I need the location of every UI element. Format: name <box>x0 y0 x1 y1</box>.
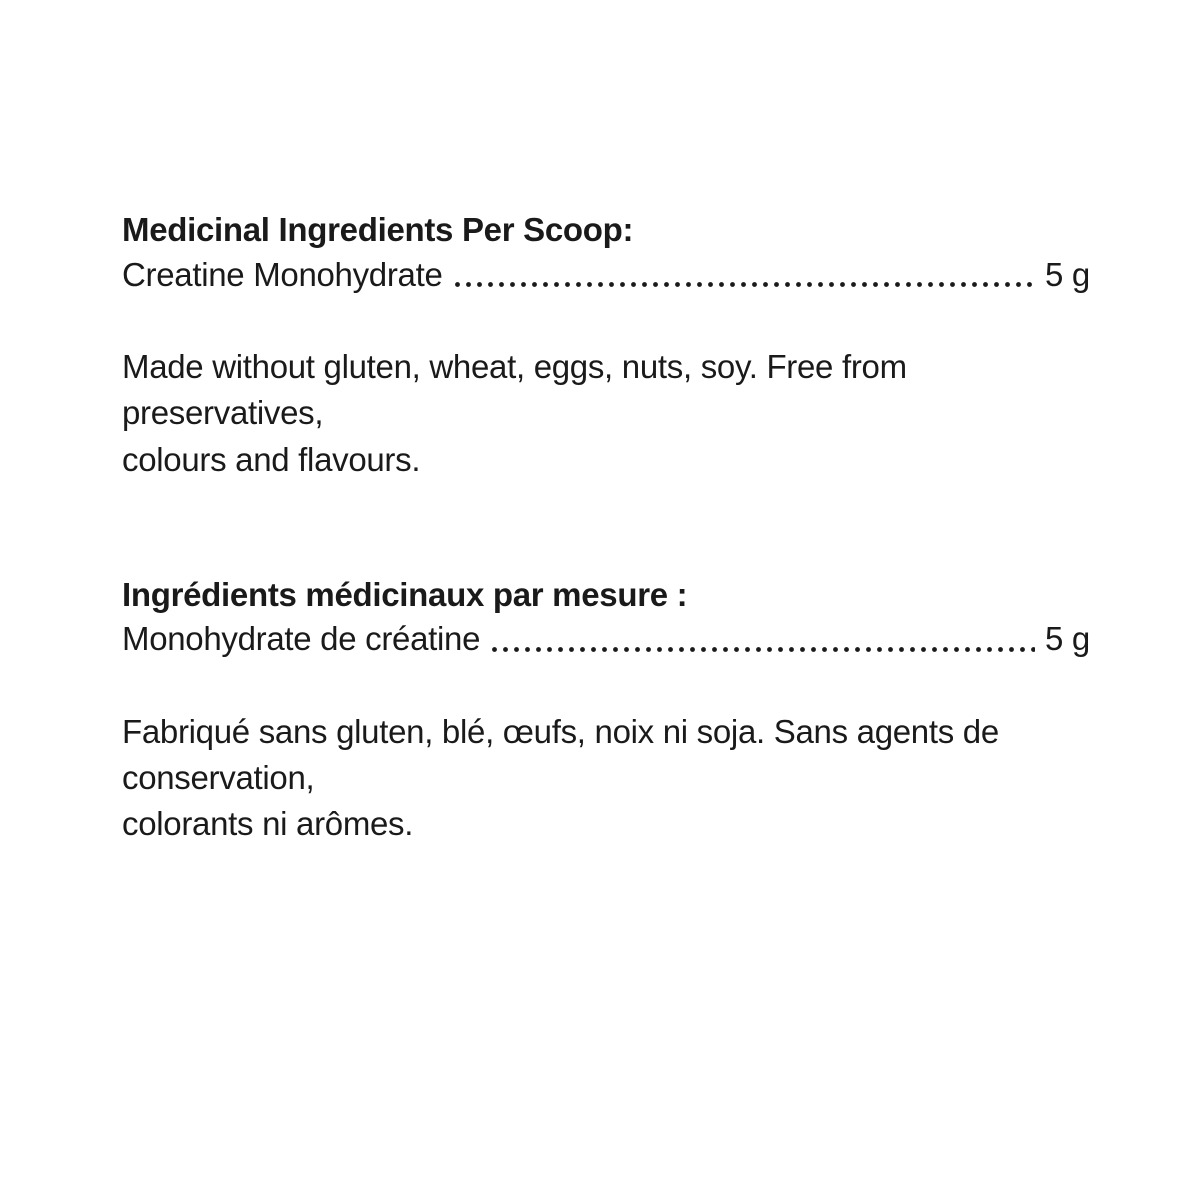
section-heading-en: Medicinal Ingredients Per Scoop: <box>122 211 634 248</box>
note-line: Fabriqué sans gluten, blé, œufs, noix ni soja. Sans agents de conservation, <box>122 712 999 797</box>
section-heading-fr: Ingrédients médicinaux par mesure : <box>122 575 688 613</box>
dot-leader <box>455 282 1035 287</box>
ingredient-row <box>122 619 1090 659</box>
note-line: colours and flavours. <box>122 440 421 478</box>
note-line: colorants ni arômes. <box>122 805 414 843</box>
dot-leader <box>492 647 1035 652</box>
ingredient-name: Monohydrate de créatine <box>122 620 481 658</box>
note-line: Made without gluten, wheat, eggs, nuts, soy. Free from preservatives, <box>122 348 907 432</box>
allergen-note-en <box>122 344 1090 483</box>
ingredient-row <box>122 255 1090 295</box>
ingredients-section-fr <box>122 575 1090 848</box>
ingredients-section-en <box>122 210 1090 483</box>
allergen-note-fr <box>122 709 1090 848</box>
ingredient-name: Creatine Monohydrate <box>122 255 443 293</box>
ingredient-amount: 5 g <box>1045 620 1090 658</box>
ingredient-label-panel <box>122 210 1090 848</box>
ingredient-amount: 5 g <box>1045 255 1090 293</box>
